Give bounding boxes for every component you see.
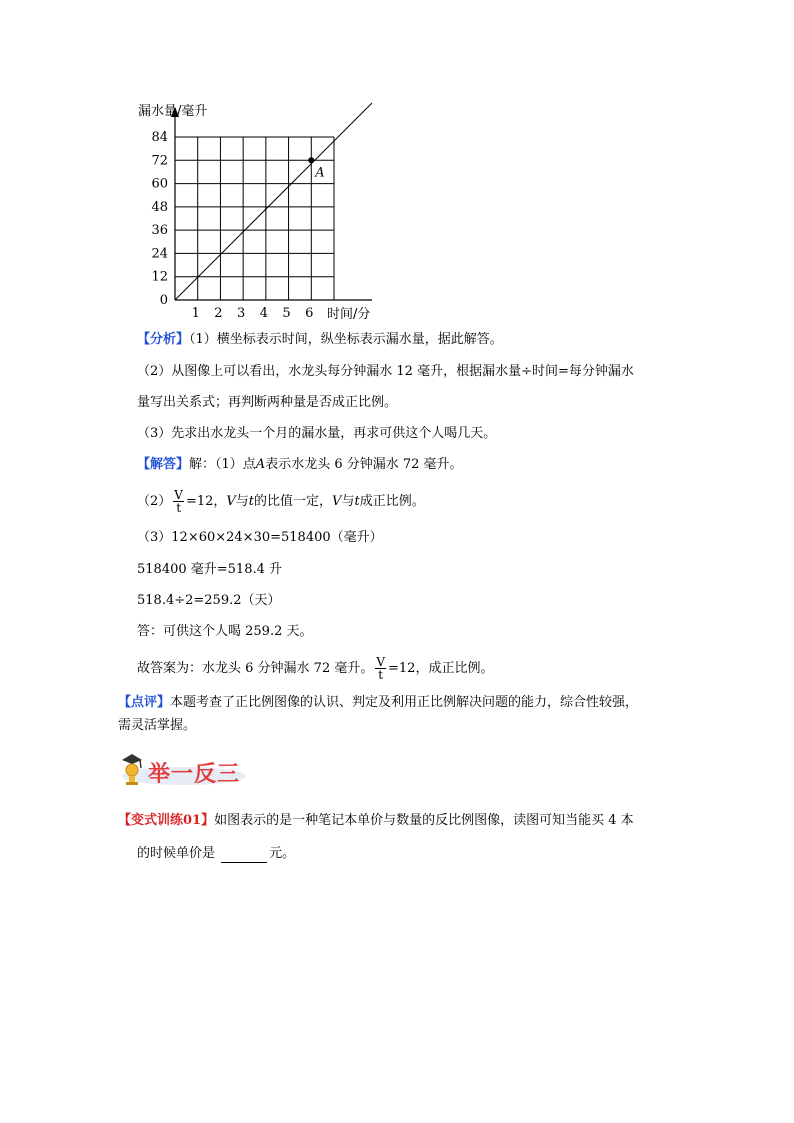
point-a-label: A (315, 165, 325, 181)
solution-text-2a: （2） (137, 494, 172, 509)
var-t-2: t (354, 494, 360, 509)
y-tick-label: 84 (151, 130, 168, 145)
answer-blank[interactable] (221, 848, 267, 863)
banner-title: 举一反三 (148, 762, 241, 787)
solution-text-2d: 的比值一定， (254, 494, 333, 509)
solution-line-5: 518.4÷2=259.2（天） (137, 593, 281, 608)
line-chart (130, 95, 390, 325)
analysis-line-1 (137, 331, 503, 349)
fraction-v-over-t-2 (375, 656, 386, 681)
y-tick-label: 24 (151, 246, 168, 262)
x-tick-label: 1 (191, 306, 200, 321)
solution-text-7b: =12，成正比例。 (388, 661, 494, 676)
var-t: t (248, 494, 255, 509)
series-line (175, 103, 372, 300)
exercise-text-1: 如图表示的是一种笔记本单价与数量的反比例图像，读图可知当能买 4 本 (214, 813, 634, 828)
var-v-2: V (332, 494, 342, 509)
y-tick-label: 36 (151, 223, 168, 239)
exercise-line-2 (137, 845, 295, 863)
exercise-line-1 (118, 812, 634, 830)
solution-text-1b: 表示水龙头 6 分钟漏水 72 毫升。 (265, 457, 463, 472)
solution-text-2f: 成正比例。 (359, 494, 425, 509)
y-tick-label: 72 (151, 153, 168, 169)
y-axis-label: 漏水量/毫升 (138, 104, 208, 119)
comment-line-2: 需灵活掌握。 (118, 718, 197, 733)
solution-text-1a: 解：（1）点 (189, 457, 256, 472)
solution-text-2c: 与 (235, 494, 249, 509)
fraction-denominator: t (176, 501, 182, 515)
fraction-denominator-2: t (378, 668, 384, 682)
x-tick-label: 6 (305, 306, 314, 321)
solution-line-2 (137, 488, 425, 516)
x-tick-label: 3 (237, 306, 246, 321)
section-banner (118, 750, 248, 790)
y-tick-label: 12 (151, 269, 168, 285)
y-tick-label: 48 (151, 199, 168, 215)
solution-text-2e: 与 (341, 494, 355, 509)
solution-text-2b: =12， (185, 494, 227, 509)
x-tick-label: 4 (259, 306, 268, 321)
solution-line-4: 518400 毫升=518.4 升 (137, 562, 282, 577)
analysis-text-1: （1）横坐标表示时间，纵坐标表示漏水量，据此解答。 (189, 332, 503, 347)
solution-line-1 (137, 456, 463, 474)
point-a-marker (308, 157, 314, 163)
analysis-line-2: （2）从图像上可以看出，水龙头每分钟漏水 12 毫升，根据漏水量÷时间=每分钟漏水 (137, 364, 634, 379)
solution-line-3: （3）12×60×24×30=518400（毫升） (137, 530, 383, 545)
fraction-numerator-2: V (376, 655, 386, 669)
solution-text-7a: 故答案为：水龙头 6 分钟漏水 72 毫升。 (137, 661, 374, 676)
exercise-text-2a: 的时候单价是 (137, 846, 216, 861)
comment-tag: 【点评】 (118, 695, 171, 710)
x-axis-label: 时间/分 (327, 307, 371, 322)
analysis-line-3: 量写出关系式；再判断两种量是否成正比例。 (137, 395, 398, 410)
fraction-numerator: V (174, 488, 183, 502)
fraction-v-over-t (173, 489, 184, 514)
chart-series (175, 103, 372, 300)
x-tick-label: 5 (282, 306, 291, 321)
analysis-line-4: （3）先求出水龙头一个月的漏水量，再求可供这个人喝几天。 (137, 426, 497, 441)
analysis-tag: 【分析】 (137, 332, 190, 347)
point-a-ref: A (255, 457, 266, 472)
solution-line-6: 答：可供这个人喝 259.2 天。 (137, 624, 313, 639)
comment-text-1: 本题考查了正比例图像的认识、判定及利用正比例解决问题的能力，综合性较强， (170, 695, 639, 710)
solution-tag: 【解答】 (137, 457, 190, 472)
var-v: V (226, 494, 236, 509)
exercise-tag: 【变式训练01】 (118, 813, 215, 828)
exercise-text-2b: 元。 (269, 846, 296, 861)
x-tick-label: 2 (214, 306, 223, 321)
chart-ticks (151, 130, 313, 321)
y-tick-label: 0 (159, 293, 168, 308)
y-tick-label: 60 (151, 176, 168, 192)
comment-line-1 (118, 694, 638, 712)
solution-line-7 (137, 655, 493, 683)
